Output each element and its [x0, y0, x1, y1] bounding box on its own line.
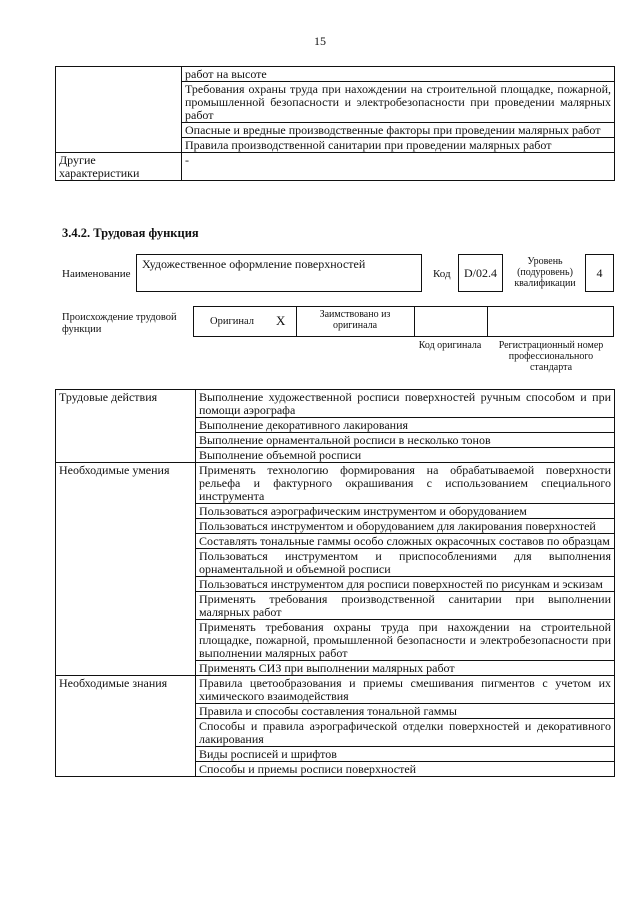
row-label: Другие характеристики: [56, 153, 182, 181]
row-item: Выполнение художественной росписи поверхностей ручным способом и при помощи аэрографа: [196, 390, 615, 418]
labor-function-table: [55, 389, 615, 777]
level-value: 4: [596, 266, 603, 280]
top-table-row: [56, 153, 615, 181]
row-item: Применять требования производственной санитарии при выполнении малярных работ: [196, 592, 615, 620]
level-label: Уровень (подуровень) квалификации: [514, 256, 576, 289]
origin-code-caption: Код оригинала: [418, 340, 482, 351]
page-number: 15: [314, 34, 326, 48]
origin-divider-4: [613, 306, 614, 337]
row-item: работ на высоте: [182, 67, 615, 82]
row-item: Применять технологию формирования на обрабатываемой поверхности рельефа и фактурного окрашивания с использованием специального инструмента: [196, 463, 615, 504]
row-item: Опасные и вредные производственные факторы при проведении малярных работ: [182, 123, 615, 138]
origin-line-bottom: [414, 336, 614, 337]
section-title: 3.4.2. Трудовая функция: [62, 226, 199, 240]
row-label: Трудовые действия: [56, 390, 196, 463]
table-row: [56, 676, 615, 704]
row-item: Правила цветообразования и приемы смешивания пигментов с учетом их химического взаимодействия: [196, 676, 615, 704]
row-item: Пользоваться инструментом и приспособлениями для выполнения орнаментальной и объемной росписи: [196, 549, 615, 577]
code-value: D/02.4: [464, 266, 497, 280]
row-label: [56, 67, 182, 153]
row-item: Составлять тональные гаммы особо сложных окрасочных составов по образцам: [196, 534, 615, 549]
continued-knowledge-table: [55, 66, 615, 181]
row-item: Способы и правила аэрографической отделки поверхностей и декоративного лакирования: [196, 719, 615, 747]
level-value-box: [585, 254, 614, 292]
row-item: Пользоваться инструментом для росписи поверхностей по рисункам и эскизам: [196, 577, 615, 592]
name-value-box: [136, 254, 422, 292]
code-label: Код: [433, 268, 451, 280]
row-item: Выполнение орнаментальной росписи в несколько тонов: [196, 433, 615, 448]
origin-line-top: [414, 306, 614, 307]
top-table-row: [56, 67, 615, 82]
borrowed-label: Заимствовано из оригинала: [319, 309, 391, 331]
original-label: Оригинал: [210, 316, 254, 327]
row-item: Выполнение объемной росписи: [196, 448, 615, 463]
row-item: Пользоваться аэрографическим инструментом и оборудованием: [196, 504, 615, 519]
row-item: Способы и приемы росписи поверхностей: [196, 762, 615, 777]
row-item: Правила и способы составления тональной гаммы: [196, 704, 615, 719]
row-label: Необходимые умения: [56, 463, 196, 676]
row-item: Виды росписей и шрифтов: [196, 747, 615, 762]
row-item: Применять требования охраны труда при нахождении на строительной площадке, пожарной, промышленной безопасности и электробезопасности при выполнении малярных работ: [196, 620, 615, 661]
table-row: [56, 390, 615, 418]
table-row: [56, 463, 615, 504]
row-item: Выполнение декоративного лакирования: [196, 418, 615, 433]
row-item: Требования охраны труда при нахождении на строительной площадке, пожарной, промышленной безопасности и электробезопасности при проведении малярных работ: [182, 82, 615, 123]
code-value-box: [458, 254, 503, 292]
row-item: Применять СИЗ при выполнении малярных работ: [196, 661, 615, 676]
origin-divider-1: [296, 306, 297, 337]
row-item: -: [182, 153, 615, 181]
row-label: Необходимые знания: [56, 676, 196, 777]
original-mark: X: [276, 313, 286, 328]
row-item: Правила производственной санитарии при проведении малярных работ: [182, 138, 615, 153]
name-label: Наименование: [62, 268, 131, 280]
reg-number-caption: Регистрационный номер профессионального стандарта: [498, 340, 604, 373]
origin-divider-2: [414, 306, 415, 337]
row-item: Пользоваться инструментом и оборудованием для лакирования поверхностей: [196, 519, 615, 534]
name-value: Художественное оформление поверхностей: [142, 257, 366, 271]
origin-divider-3: [487, 306, 488, 337]
origin-label: Происхождение трудовой функции: [62, 312, 177, 335]
